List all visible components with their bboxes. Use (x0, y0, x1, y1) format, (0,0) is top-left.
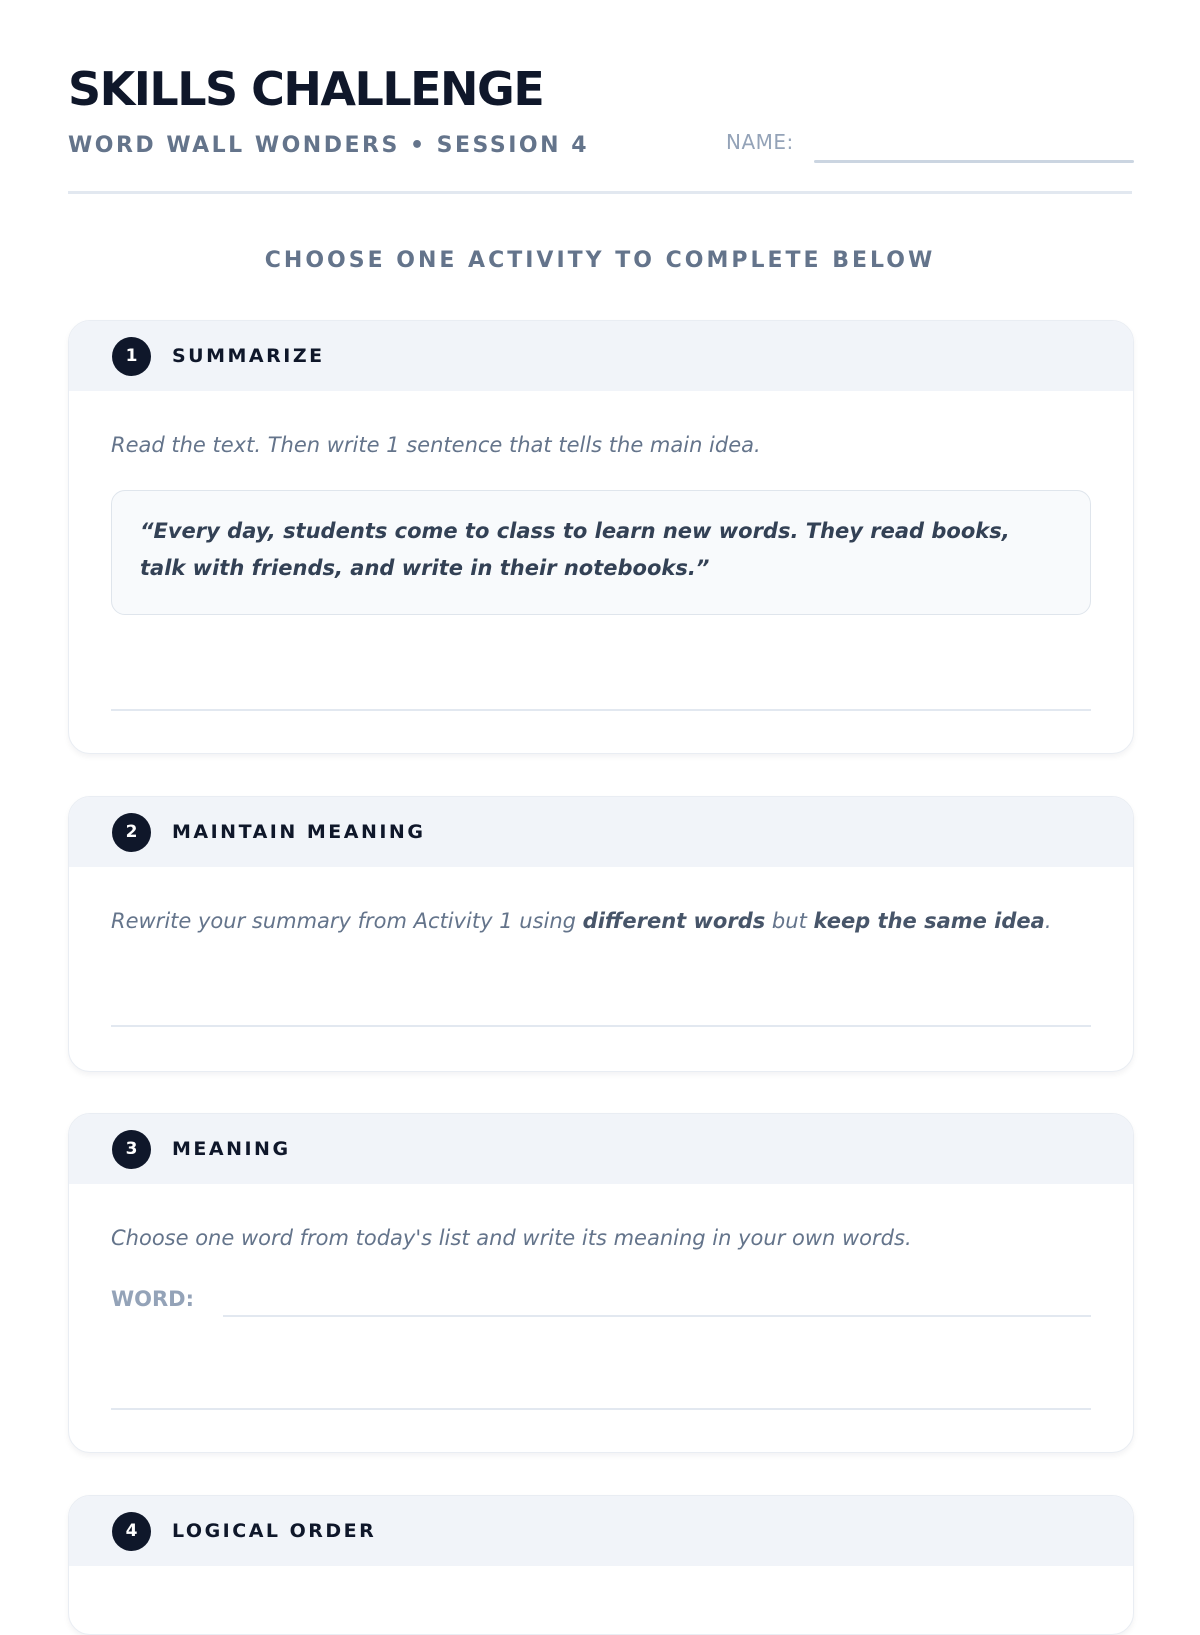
answer-line[interactable] (111, 1025, 1091, 1027)
activity-title: MAINTAIN MEANING (172, 821, 426, 843)
activity-card-header (69, 321, 1133, 391)
activity-prompt: Choose one word from today's list and write its meaning in your own words. (111, 1226, 912, 1250)
activity-instruction: CHOOSE ONE ACTIVITY TO COMPLETE BELOW (264, 248, 936, 273)
worksheet-header (68, 0, 1132, 194)
name-label: NAME: (726, 130, 794, 154)
reading-passage: “Every day, students come to class to learn new words. They read books, talk with friends, and write in their notebooks.” (111, 490, 1091, 614)
activity-card-logical-order (68, 1495, 1134, 1635)
activity-number-badge: 4 (112, 1512, 151, 1551)
answer-line[interactable] (111, 1408, 1091, 1410)
activity-prompt (111, 907, 1091, 936)
activity-card-header (69, 1114, 1133, 1184)
prompt-emphasis: keep the same idea (813, 909, 1045, 933)
page-title: SKILLS CHALLENGE (68, 62, 544, 116)
activity-body (69, 1184, 1133, 1253)
activity-title: MEANING (172, 1138, 291, 1160)
activity-number-badge: 1 (112, 337, 151, 376)
prompt-text: but (765, 909, 814, 933)
name-input-line[interactable] (814, 160, 1134, 163)
activity-card-maintain-meaning (68, 796, 1134, 1072)
activity-body (69, 391, 1133, 615)
word-input-line[interactable] (223, 1315, 1091, 1317)
page-subtitle: WORD WALL WONDERS • SESSION 4 (68, 133, 590, 158)
activity-card-meaning (68, 1113, 1134, 1453)
prompt-emphasis: different words (582, 909, 766, 933)
activity-title: SUMMARIZE (172, 345, 325, 367)
word-label: WORD: (111, 1287, 195, 1311)
activity-card-header (69, 797, 1133, 867)
activity-title: LOGICAL ORDER (172, 1520, 377, 1542)
name-field[interactable] (726, 128, 1134, 164)
answer-line[interactable] (111, 709, 1091, 711)
prompt-text: . (1044, 909, 1052, 933)
activity-card-summarize (68, 320, 1134, 754)
prompt-text: Rewrite your summary from Activity 1 using (111, 909, 583, 933)
activity-number-badge: 2 (112, 813, 151, 852)
activity-card-header (69, 1496, 1133, 1566)
activity-number-badge: 3 (112, 1130, 151, 1169)
activity-prompt: Read the text. Then write 1 sentence that tells the main idea. (111, 433, 761, 457)
activity-body (69, 867, 1133, 936)
